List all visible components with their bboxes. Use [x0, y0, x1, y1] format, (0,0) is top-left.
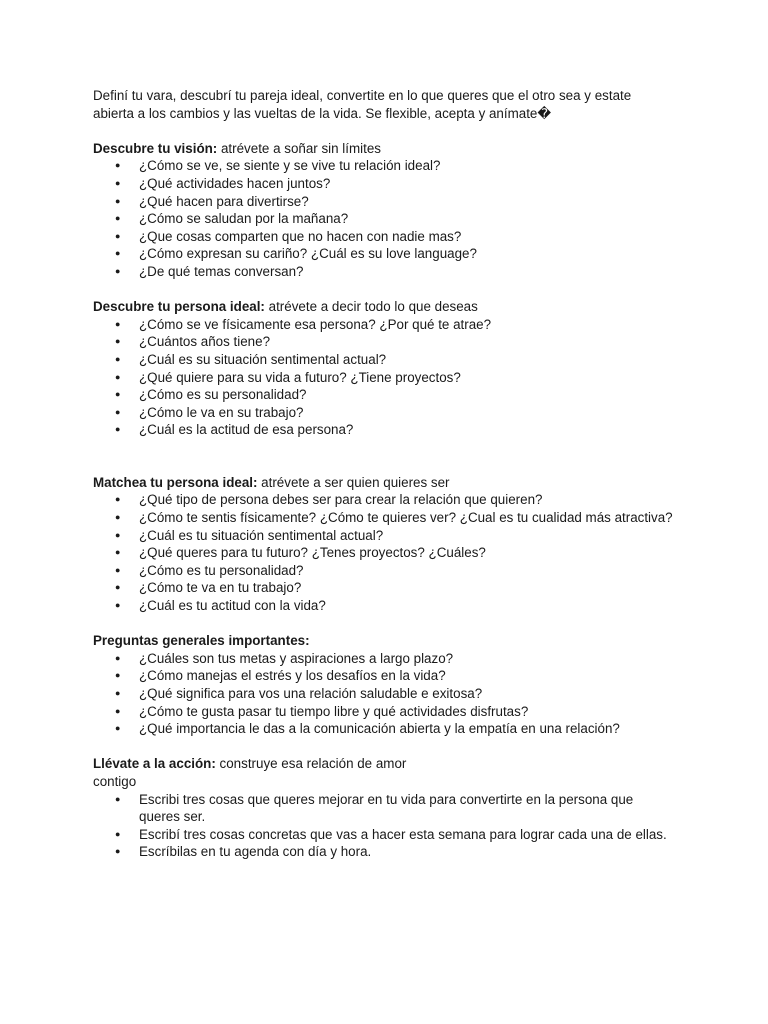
- spacer: [93, 281, 673, 299]
- list-item: ● ¿Qué tipo de persona debes ser para crear la relación que quieren?: [93, 491, 673, 509]
- section-subtitle: atrévete a soñar sin límites: [217, 140, 382, 156]
- section-title: Preguntas generales importantes:: [93, 633, 310, 649]
- action-list: [93, 791, 673, 861]
- list-item: ● Escribí tres cosas concretas que vas a hacer esta semana para lograr cada una de ellas.: [93, 826, 673, 844]
- list-item: ● ¿Cómo te gusta pasar tu tiempo libre y qué actividades disfrutas?: [93, 703, 673, 721]
- section-subtitle: construye esa relación de amor: [215, 756, 407, 772]
- list-item: ● ¿Cómo se ve, se siente y se vive tu relación ideal?: [93, 157, 673, 175]
- list-item: ● ¿Qué significa para vos una relación saludable e exitosa?: [93, 685, 673, 703]
- spacer: [93, 738, 673, 756]
- section-title: Matchea tu persona ideal:: [93, 474, 258, 490]
- intro-paragraph: Definí tu vara, descubrí tu pareja ideal, convertite en lo que queres que el otro sea y estate abierta a los cambios y las vueltas de la vida. Se flexible, acepta y anímate�: [93, 88, 632, 121]
- list-item: ● ¿Cuáles son tus metas y aspiraciones a largo plazo?: [93, 650, 673, 668]
- list-item: ● ¿Cómo se saludan por la mañana?: [93, 210, 673, 228]
- list-item: ● Escribi tres cosas que queres mejorar en tu vida para convertirte en la persona que queres ser.: [93, 791, 673, 826]
- list-item: ● ¿Cuál es tu situación sentimental actual?: [93, 527, 673, 545]
- list-item: ● ¿De qué temas conversan?: [93, 263, 673, 281]
- section-subtitle: atrévete a ser quien quieres ser: [257, 474, 450, 490]
- section-take-action: [93, 755, 673, 861]
- section-vision: [93, 140, 673, 281]
- section-ideal-person: [93, 298, 673, 439]
- question-list: [93, 650, 673, 738]
- section-heading: [93, 632, 673, 650]
- list-item: ● ¿Qué actividades hacen juntos?: [93, 175, 673, 193]
- list-item: ● ¿Qué hacen para divertirse?: [93, 193, 673, 211]
- spacer: [93, 615, 673, 633]
- list-item: ● Escríbilas en tu agenda con día y hora.: [93, 843, 673, 861]
- section-subtitle: atrévete a decir todo lo que deseas: [264, 299, 478, 315]
- section-subtitle-continued: contigo: [93, 773, 137, 789]
- section-match: [93, 474, 673, 615]
- section-general-questions: [93, 632, 673, 738]
- list-item: ● ¿Qué queres para tu futuro? ¿Tenes proyectos? ¿Cuáles?: [93, 544, 673, 562]
- list-item: ● ¿Qué importancia le das a la comunicación abierta y la empatía en una relación?: [93, 720, 673, 738]
- list-item: ● ¿Cómo te va en tu trabajo?: [93, 579, 673, 597]
- list-item: ● ¿Cómo le va en su trabajo?: [93, 404, 673, 422]
- list-item: ● ¿Cómo manejas el estrés y los desafíos en la vida?: [93, 667, 673, 685]
- list-item: ● ¿Cuál es la actitud de esa persona?: [93, 421, 673, 439]
- list-item: ● ¿Qué quiere para su vida a futuro? ¿Tiene proyectos?: [93, 369, 673, 387]
- question-list: [93, 157, 673, 280]
- section-heading: [93, 474, 673, 492]
- list-item: ● ¿Cómo expresan su cariño? ¿Cuál es su love language?: [93, 245, 673, 263]
- list-item: ● ¿Cuántos años tiene?: [93, 333, 673, 351]
- section-title: Llévate a la acción:: [93, 756, 216, 772]
- question-list: [93, 316, 673, 439]
- spacer: [93, 439, 673, 474]
- spacer: [93, 122, 673, 140]
- list-item: ● ¿Cómo es su personalidad?: [93, 386, 673, 404]
- section-heading: [93, 755, 673, 773]
- list-item: ● ¿Cuál es su situación sentimental actual?: [93, 351, 673, 369]
- section-heading: [93, 140, 673, 158]
- document-page: [93, 87, 673, 861]
- list-item: ● ¿Cómo se ve físicamente esa persona? ¿Por qué te atrae?: [93, 316, 673, 334]
- section-title: Descubre tu visión:: [93, 140, 218, 156]
- list-item: ● ¿Cómo es tu personalidad?: [93, 562, 673, 580]
- section-title: Descubre tu persona ideal:: [93, 299, 265, 315]
- list-item: ● ¿Cuál es tu actitud con la vida?: [93, 597, 673, 615]
- section-heading: [93, 298, 673, 316]
- question-list: [93, 491, 673, 614]
- list-item: ● ¿Que cosas comparten que no hacen con nadie mas?: [93, 228, 673, 246]
- list-item: ● ¿Cómo te sentis físicamente? ¿Cómo te quieres ver? ¿Cual es tu cualidad más atractiva?: [93, 509, 673, 527]
